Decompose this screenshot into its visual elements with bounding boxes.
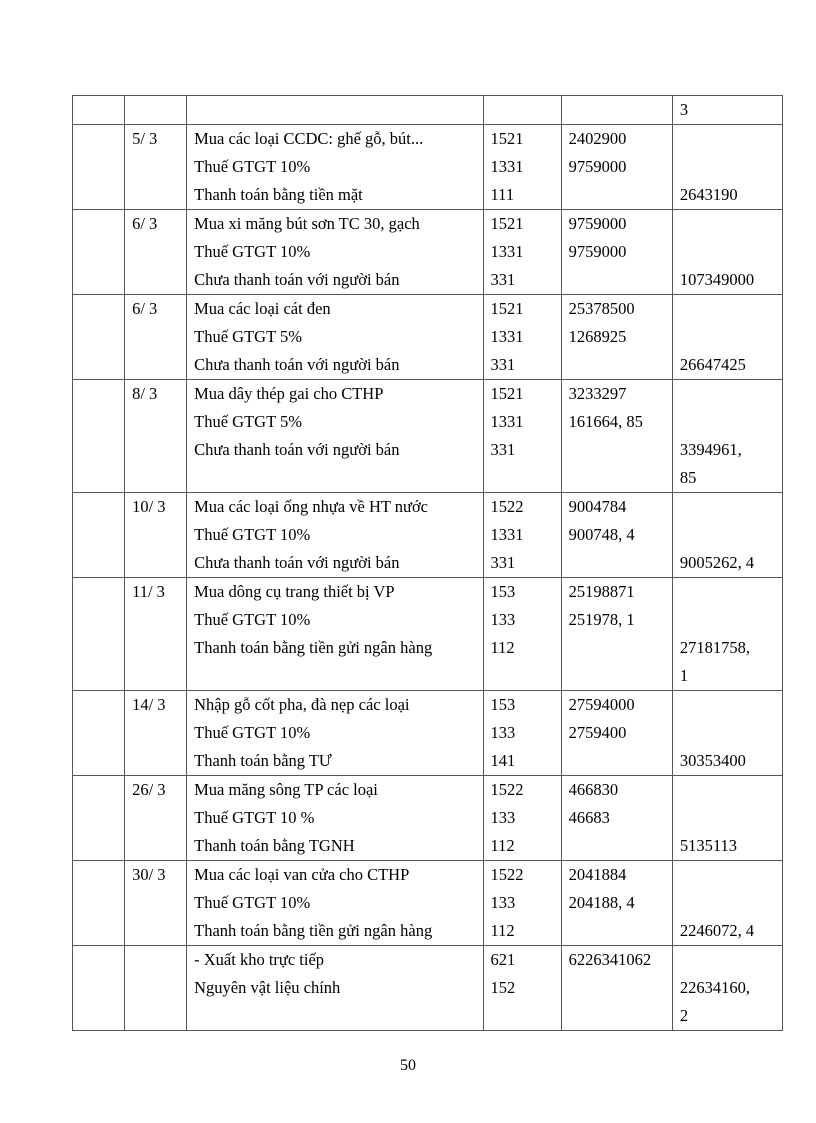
debit-line: 46683 (568, 808, 610, 827)
date-line: 14/ 3 (132, 695, 166, 714)
table-row-top (73, 96, 783, 125)
date-line: 11/ 3 (132, 582, 165, 601)
credit-line (680, 606, 775, 634)
desc-cell (187, 295, 483, 380)
cell-blank (73, 210, 125, 295)
credit-cell (672, 210, 782, 295)
acct-line: 133 (490, 723, 516, 742)
credit-cell (672, 380, 782, 493)
cell-blank (187, 96, 483, 125)
desc-cell (187, 210, 483, 295)
ledger-body (73, 96, 783, 1031)
debit-line: 1268925 (568, 327, 627, 346)
debit-line (569, 747, 665, 775)
credit-line: 85 (679, 468, 697, 487)
desc-cell (187, 946, 483, 1031)
acct-cell (483, 210, 561, 295)
desc-cell (187, 380, 483, 493)
desc-cell (187, 691, 483, 776)
debit-line: 25378500 (568, 299, 635, 318)
date-cell (125, 210, 187, 295)
acct-line: 331 (490, 355, 516, 374)
acct-cell (483, 380, 561, 493)
debit-line: 27594000 (568, 695, 635, 714)
acct-line: 1331 (490, 327, 524, 346)
cell-blank (483, 96, 561, 125)
cell-blank (73, 776, 125, 861)
table-row (73, 861, 783, 946)
date-cell (125, 946, 187, 1031)
credit-line (680, 238, 775, 266)
credit-line (680, 323, 775, 351)
credit-line: 2246072, 4 (679, 921, 755, 940)
desc-line: Thuế GTGT 10 % (194, 808, 315, 827)
credit-line: 107349000 (679, 270, 755, 289)
desc-cell (187, 493, 483, 578)
credit-line (680, 521, 775, 549)
desc-line: Thuế GTGT 10% (194, 525, 311, 544)
debit-line (569, 464, 665, 492)
acct-line: 331 (490, 440, 516, 459)
debit-line: 9759000 (568, 214, 627, 233)
acct-line: 112 (490, 836, 515, 855)
credit-line (680, 861, 775, 889)
debit-line: 466830 (568, 780, 619, 799)
date-line: 8/ 3 (132, 384, 158, 403)
cell-blank (73, 295, 125, 380)
acct-line: 1522 (490, 497, 524, 516)
date-line: 5/ 3 (132, 129, 158, 148)
debit-line: 900748, 4 (568, 525, 635, 544)
credit-line: 2643190 (679, 185, 738, 204)
acct-line: 133 (490, 610, 516, 629)
table-row (73, 295, 783, 380)
desc-line: Thanh toán bằng tiền gửi ngân hàng (194, 921, 433, 940)
debit-line (569, 662, 665, 690)
cell-blank (73, 125, 125, 210)
acct-line (491, 1002, 554, 1030)
credit-cell (672, 776, 782, 861)
acct-line: 153 (490, 695, 516, 714)
debit-cell (561, 776, 672, 861)
ledger-table (72, 95, 783, 1031)
desc-line: Chưa thanh toán với người bán (194, 355, 400, 374)
desc-line: Thuế GTGT 5% (194, 412, 302, 431)
cell-blank (73, 691, 125, 776)
debit-line: 9004784 (568, 497, 627, 516)
acct-line: 133 (490, 808, 516, 827)
acct-line: 152 (490, 978, 516, 997)
acct-cell (483, 861, 561, 946)
credit-line (680, 295, 775, 323)
desc-line: Thanh toán bằng tiền gửi ngân hàng (194, 638, 433, 657)
acct-cell (483, 125, 561, 210)
desc-line: Mua các loại van cửa cho CTHP (194, 865, 410, 884)
desc-line: Thanh toán bằng tiền mặt (194, 185, 363, 204)
date-cell (125, 295, 187, 380)
credit-line: 27181758, (679, 638, 750, 657)
date-cell (125, 861, 187, 946)
table-row (73, 125, 783, 210)
debit-cell (561, 946, 672, 1031)
desc-line: Nguyên vật liệu chính (194, 978, 341, 997)
debit-line: 9759000 (568, 157, 627, 176)
credit-line (680, 153, 775, 181)
date-cell (125, 776, 187, 861)
acct-cell (483, 493, 561, 578)
credit-cell (672, 295, 782, 380)
acct-line: 153 (490, 582, 516, 601)
acct-line: 141 (490, 751, 516, 770)
debit-line: 25198871 (568, 582, 635, 601)
acct-line: 1522 (490, 780, 524, 799)
desc-line (194, 662, 475, 690)
debit-line (569, 436, 665, 464)
debit-cell (561, 295, 672, 380)
acct-line: 1521 (490, 384, 524, 403)
debit-cell (561, 380, 672, 493)
acct-line: 1331 (490, 525, 524, 544)
debit-cell (561, 691, 672, 776)
acct-line: 1331 (490, 242, 524, 261)
credit-cell (672, 861, 782, 946)
desc-line (194, 1002, 475, 1030)
credit-cell (672, 493, 782, 578)
table-row (73, 776, 783, 861)
acct-line: 133 (490, 893, 516, 912)
acct-line: 111 (490, 185, 515, 204)
acct-line: 1522 (490, 865, 524, 884)
credit-line: 3394961, (679, 440, 742, 459)
acct-cell (483, 295, 561, 380)
desc-line: Mua măng sông TP các loại (194, 780, 378, 799)
credit-line: 9005262, 4 (679, 553, 755, 572)
acct-line: 1331 (490, 412, 524, 431)
credit-line (680, 776, 775, 804)
acct-line: 331 (490, 270, 516, 289)
debit-line (569, 634, 665, 662)
credit-line (680, 889, 775, 917)
desc-line (194, 464, 475, 492)
credit-line (680, 719, 775, 747)
credit-line (680, 210, 775, 238)
cell-blank (73, 946, 125, 1031)
debit-line (569, 974, 665, 1002)
page-number: 50 (400, 1057, 416, 1074)
desc-cell (187, 578, 483, 691)
cell-blank (561, 96, 672, 125)
cell-blank (73, 380, 125, 493)
credit-cell (672, 96, 782, 125)
debit-cell (561, 210, 672, 295)
debit-line: 2041884 (568, 865, 627, 884)
debit-line (569, 266, 665, 294)
date-line: 6/ 3 (132, 299, 158, 318)
table-row (73, 946, 783, 1031)
credit-line: 3 (679, 100, 689, 119)
date-line (132, 946, 179, 974)
desc-line: Mua các loại cát đen (194, 299, 331, 318)
cell-blank (125, 96, 187, 125)
debit-line (569, 917, 665, 945)
acct-line: 621 (490, 950, 516, 969)
credit-line (680, 691, 775, 719)
debit-cell (561, 861, 672, 946)
credit-line (680, 380, 775, 408)
debit-line: 3233297 (568, 384, 627, 403)
credit-line: 5135113 (679, 836, 737, 855)
credit-cell (672, 125, 782, 210)
debit-cell (561, 493, 672, 578)
desc-cell (187, 125, 483, 210)
desc-line: Thuế GTGT 10% (194, 610, 311, 629)
acct-line: 112 (490, 921, 515, 940)
credit-line: 26647425 (679, 355, 746, 374)
acct-line: 1521 (490, 129, 524, 148)
acct-line (491, 662, 554, 690)
date-cell (125, 578, 187, 691)
date-line: 10/ 3 (132, 497, 166, 516)
credit-line (680, 946, 775, 974)
date-line: 26/ 3 (132, 780, 166, 799)
date-line: 6/ 3 (132, 214, 158, 233)
credit-line (680, 804, 775, 832)
debit-line: 161664, 85 (568, 412, 643, 431)
date-cell (125, 691, 187, 776)
debit-line: 2402900 (568, 129, 627, 148)
credit-line: 2 (679, 1006, 689, 1025)
table-row (73, 380, 783, 493)
acct-cell (483, 578, 561, 691)
acct-line: 1521 (490, 214, 524, 233)
desc-line: Thuế GTGT 5% (194, 327, 302, 346)
debit-line (569, 832, 665, 860)
debit-line: 9759000 (568, 242, 627, 261)
desc-line: Mua dây thép gai cho CTHP (194, 384, 384, 403)
desc-line: Mua xi măng bút sơn TC 30, gạch (194, 214, 420, 233)
desc-line: Chưa thanh toán với người bán (194, 440, 400, 459)
acct-cell (483, 691, 561, 776)
credit-line: 22634160, (679, 978, 750, 997)
desc-line: Chưa thanh toán với người bán (194, 553, 400, 572)
credit-cell (672, 946, 782, 1031)
cell-blank (73, 578, 125, 691)
desc-cell (187, 776, 483, 861)
acct-line (491, 464, 554, 492)
cell-blank (73, 96, 125, 125)
cell-blank (73, 861, 125, 946)
debit-line: 204188, 4 (568, 893, 635, 912)
credit-cell (672, 578, 782, 691)
credit-line: 1 (679, 666, 689, 685)
credit-cell (672, 691, 782, 776)
acct-cell (483, 776, 561, 861)
date-cell (125, 380, 187, 493)
desc-line: Chưa thanh toán với người bán (194, 270, 400, 289)
date-cell (125, 125, 187, 210)
acct-line: 112 (490, 638, 515, 657)
date-line: 30/ 3 (132, 865, 166, 884)
desc-line: Mua dông cụ trang thiết bị VP (194, 582, 395, 601)
desc-line: Thuế GTGT 10% (194, 723, 311, 742)
desc-line: Thanh toán bằng TƯ (194, 751, 332, 770)
debit-line (569, 351, 665, 379)
credit-line (680, 408, 775, 436)
desc-line: Thuế GTGT 10% (194, 242, 311, 261)
debit-line (569, 1002, 665, 1030)
table-row (73, 691, 783, 776)
debit-line (569, 549, 665, 577)
date-cell (125, 493, 187, 578)
debit-line: 251978, 1 (568, 610, 635, 629)
table-row (73, 578, 783, 691)
debit-cell (561, 125, 672, 210)
desc-line: - Xuất kho trực tiếp (194, 950, 325, 969)
acct-line: 1331 (490, 157, 524, 176)
acct-line: 1521 (490, 299, 524, 318)
desc-line: Thanh toán bằng TGNH (194, 836, 355, 855)
table-row (73, 493, 783, 578)
desc-cell (187, 861, 483, 946)
desc-line: Thuế GTGT 10% (194, 893, 311, 912)
debit-line: 2759400 (568, 723, 627, 742)
credit-line (680, 493, 775, 521)
desc-line: Mua các loại CCDC: ghế gỗ, bút... (194, 129, 424, 148)
debit-cell (561, 578, 672, 691)
desc-line: Mua các loại ống nhựa về HT nước (194, 497, 429, 516)
credit-line: 30353400 (679, 751, 746, 770)
desc-line: Thuế GTGT 10% (194, 157, 311, 176)
credit-line (680, 125, 775, 153)
desc-line: Nhập gỗ cốt pha, đà nẹp các loại (194, 695, 410, 714)
acct-cell (483, 946, 561, 1031)
debit-line: 6226341062 (568, 950, 652, 969)
acct-line: 331 (490, 553, 516, 572)
cell-blank (73, 493, 125, 578)
credit-line (680, 578, 775, 606)
table-row (73, 210, 783, 295)
debit-line (569, 181, 665, 209)
